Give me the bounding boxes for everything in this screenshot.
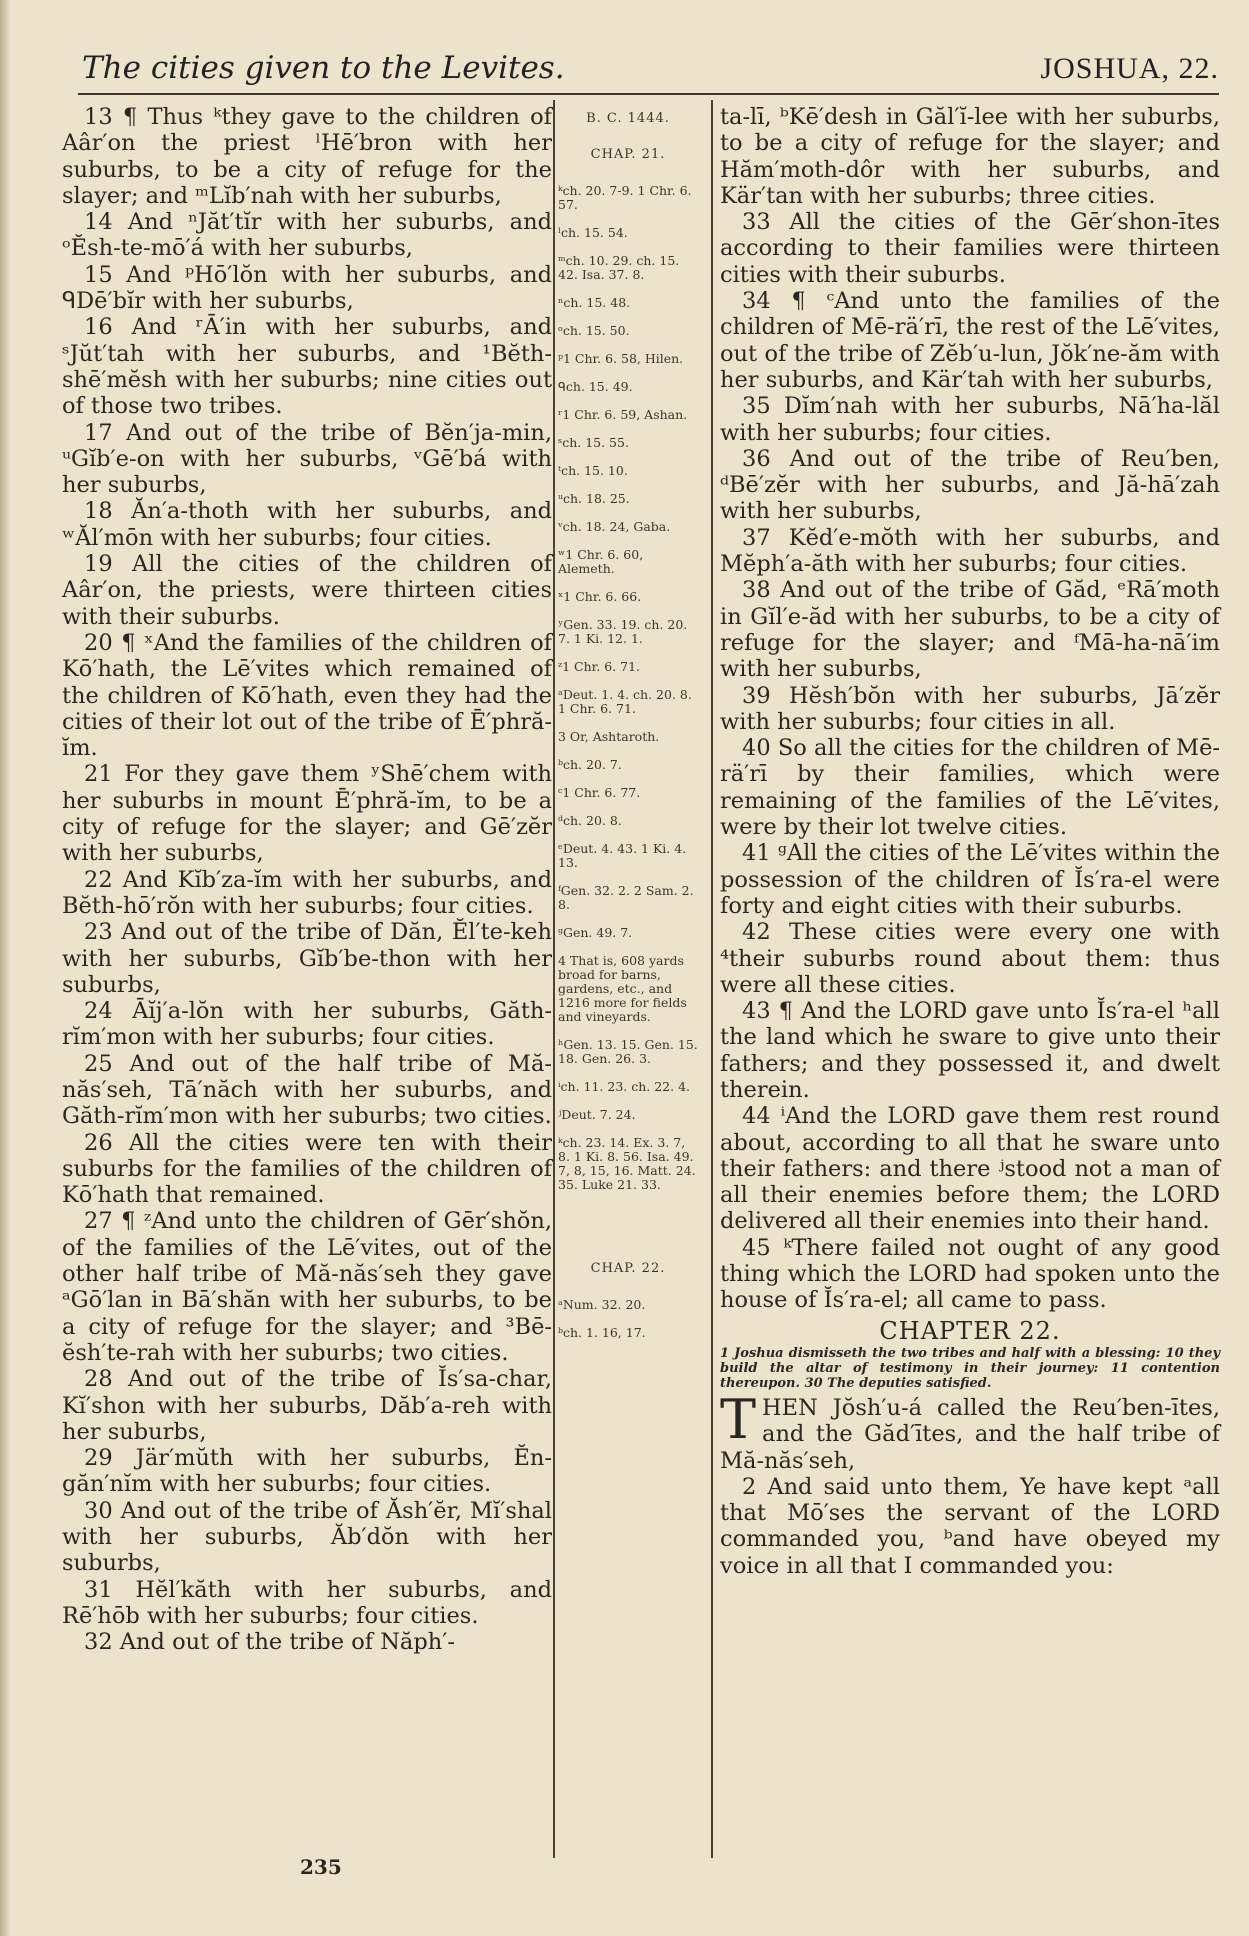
date-label: B. C. 1444. xyxy=(586,111,670,126)
cross-reference: ᶻ1 Chr. 6. 71. xyxy=(558,659,641,674)
chapter-22-label: CHAP. 22. xyxy=(590,1261,666,1276)
chapter-summary: 1 Joshua dismisseth the two tribes and half with a blessing: 10 they build the altar of testimony in their journey: 11 contention thereupon. 30 The deputies satisfied. xyxy=(720,1345,1220,1391)
verse-27: 27 ¶ ᶻAnd unto the children of Gēr′shŏn, of the families of the Lē′vites, out of the other half tribe of Mă-năs′seh they gave ᵃGō′lan in Bā′shăn with her suburbs, to be a city of refuge for the slayer; and ³Bē-ĕsh′te-rah with her suburbs; two cities. xyxy=(62,1208,552,1366)
verse-13: 13 ¶ Thus ᵏthey gave to the children of Aâr′on the priest ˡHē′bron with her suburbs, to be a city of refuge for the slayer; and ᵐLĭb′nah with her suburbs, xyxy=(62,104,552,209)
verse-36: 36 And out of the tribe of Reu′ben, ᵈBē′zĕr with her suburbs, and Jă-hā′zah with her suburbs, xyxy=(720,445,1220,525)
cross-reference: ˢch. 15. 55. xyxy=(558,435,629,450)
cross-reference: ᵖ1 Chr. 6. 58, Hilen. xyxy=(558,351,684,366)
cross-reference: ᵛch. 18. 24, Gaba. xyxy=(558,519,671,534)
verse-45: 45 ᵏThere failed not ought of any good thing which the LORD had spoken unto the house of Ĭs′ra-el; all came to pass. xyxy=(720,1234,1220,1314)
cross-reference: ʳ1 Chr. 6. 59, Ashan. xyxy=(558,407,688,422)
page-number: 235 xyxy=(300,1855,342,1879)
verse-21: 21 For they gave them ʸShē′chem with her suburbs in mount Ē′phră-ĭm, to be a city of refuge for the slayer; and Gē′zĕr with her suburbs, xyxy=(62,761,552,867)
cross-reference: ᵇch. 20. 7. xyxy=(558,757,622,772)
chapter-22-verse-2: 2 And said unto them, Ye have kept ᵃall that Mō′ses the servant of the LORD commanded you, ᵇand have obeyed my voice in all that I commanded you: xyxy=(720,1473,1220,1579)
verse-30: 30 And out of the tribe of Ăsh′ĕr, Mĭ′shal with her suburbs, Ăb′dŏn with her suburbs, xyxy=(62,1497,552,1577)
cross-reference: ʲDeut. 7. 24. xyxy=(558,1107,636,1122)
verse-34: 34 ¶ ᶜAnd unto the families of the children of Mē-rä′rī, the rest of the Lē′vites, out of the tribe of Zĕb′u-lun, Jŏk′ne-ăm with her suburbs, and Kär′tah with her suburbs, xyxy=(720,288,1220,393)
cross-reference: ˡch. 15. 54. xyxy=(558,225,628,240)
cross-reference: ˣ1 Chr. 6. 66. xyxy=(558,589,642,604)
cross-reference: ᵗch. 15. 10. xyxy=(558,463,628,478)
chapter-22-verse-1 xyxy=(720,1387,1220,1474)
verse-22: 22 And Kĭb′za-ĭm with her suburbs, and Bĕth-hō′rŏn with her suburbs; four cities. xyxy=(62,866,552,919)
verse-18: 18 Ăn′a-thoth with her suburbs, and ʷĂl′mōn with her suburbs; four cities. xyxy=(62,498,552,551)
column-divider-left xyxy=(553,100,555,1858)
verse-26: 26 All the cities were ten with their suburbs for the families of the children of Kō′hath that remained. xyxy=(62,1129,552,1209)
verse-32-cont: ta-lī, ᵇKē′desh in Găl′ĭ-lee with her suburbs, to be a city of refuge for the slayer; and Hăm′moth-dôr with her suburbs, and Kär′tan with her suburbs; three cities. xyxy=(720,104,1220,209)
verse-16: 16 And ʳĀ′in with her suburbs, and ˢJŭt′tah with her suburbs, and ¹Bĕth-shē′mĕsh with her suburbs; nine cities out of those two tribes. xyxy=(62,314,552,420)
cross-reference: ⁿch. 15. 48. xyxy=(558,295,631,310)
verse-19: 19 All the cities of the children of Aâr′on, the priests, were thirteen cities with their suburbs. xyxy=(62,551,552,630)
verse-15: 15 And ᵖHō′lŏn with her suburbs, and ᑫDē′bĭr with her suburbs, xyxy=(62,261,552,315)
verse-20: 20 ¶ ˣAnd the families of the children of Kō′hath, the Lē′vites which remained of the children of Kō′hath, even they had the cities of their lot out of the tribe of Ē′phră-ĭm. xyxy=(62,629,552,762)
verse-33: 33 All the cities of the Gēr′shon-ītes according to their families were thirteen cities with their suburbs. xyxy=(720,209,1220,288)
verse-44: 44 ⁱAnd the LORD gave them rest round about, according to all that he sware unto their fathers: and there ʲstood not a man of all their enemies before them; the LORD delivered all their enemies into their hand. xyxy=(720,1103,1220,1235)
verse-23: 23 And out of the tribe of Dăn, Ĕl′te-keh with her suburbs, Gĭb′be-thon with her suburbs, xyxy=(62,919,552,998)
column-divider-right xyxy=(711,100,713,1858)
cross-reference: ʰGen. 13. 15. Gen. 15. 18. Gen. 26. 3. xyxy=(558,1037,698,1066)
chapter-heading: CHAPTER 22. xyxy=(879,1316,1061,1345)
cross-reference: ᵈch. 20. 8. xyxy=(558,813,622,828)
cross-reference: ᵇch. 1. 16, 17. xyxy=(558,1325,646,1340)
drop-cap-letter: T xyxy=(720,1387,757,1451)
cross-reference: ᶜ1 Chr. 6. 77. xyxy=(558,785,641,800)
cross-reference: ᵍGen. 49. 7. xyxy=(558,925,633,940)
verse-29: 29 Jär′mŭth with her suburbs, Ĕn-găn′nĭm with her suburbs; four cities. xyxy=(62,1445,552,1498)
verse-14: 14 And ⁿJăt′tĭr with her suburbs, and ᵒĔsh-te-mō′á with her suburbs, xyxy=(62,209,552,262)
left-text-column xyxy=(62,104,552,1656)
verse-28: 28 And out of the tribe of Ĭs′sa-char, Kĭ′shon with her suburbs, Dăb′a-reh with her suburbs, xyxy=(62,1366,552,1445)
running-header-right: JOSHUA, 22. xyxy=(1040,52,1219,85)
cross-reference: ᶠGen. 32. 2. 2 Sam. 2. 8. xyxy=(558,883,694,912)
verse-1-text: HEN Jŏsh′u-á called the Reu′ben-ītes, and the Găd′ītes, and the half tribe of Mă-năs′seh, xyxy=(720,1394,1220,1474)
verse-35: 35 Dĭm′nah with her suburbs, Nā′ha-lăl with her suburbs; four cities. xyxy=(720,393,1220,446)
cross-reference: ᵒch. 15. 50. xyxy=(558,323,630,338)
verse-31: 31 Hĕl′kăth with her suburbs, and Rē′hōb with her suburbs; four cities. xyxy=(62,1576,552,1629)
verse-43: 43 ¶ And the LORD gave unto Ĭs′ra-el ʰall the land which he sware to give unto their fathers; and they possessed it, and dwelt therein. xyxy=(720,998,1220,1103)
cross-reference: ᵃDeut. 1. 4. ch. 20. 8. 1 Chr. 6. 71. xyxy=(558,687,692,716)
cross-reference: ʸGen. 33. 19. ch. 20. 7. 1 Ki. 12. 1. xyxy=(558,617,688,646)
cross-reference: ᵏch. 23. 14. Ex. 3. 7, 8. 1 Ki. 8. 56. Isa. 49. 7, 8, 15, 16. Matt. 24. 35. Luke 21. 33. xyxy=(558,1135,696,1192)
verse-37: 37 Kĕd′e-mŏth with her suburbs, and Mĕph′a-ăth with her suburbs; four cities. xyxy=(720,524,1220,578)
running-header-left: The cities given to the Levites. xyxy=(82,50,565,86)
cross-reference: 3 Or, Ashtaroth. xyxy=(558,729,660,744)
cross-reference: ᵏch. 20. 7-9. 1 Chr. 6. 57. xyxy=(558,183,692,212)
verse-32: 32 And out of the tribe of Năph′- xyxy=(84,1629,455,1656)
right-text-column xyxy=(720,104,1220,1579)
cross-reference: 4 That is, 608 yards broad for barns, gardens, etc., and 1216 more for fields and vineyards. xyxy=(558,953,687,1024)
cross-reference: ᑫch. 15. 49. xyxy=(558,379,633,394)
cross-reference: ᵘch. 18. 25. xyxy=(558,491,630,506)
verse-40: 40 So all the cities for the children of Mē-rä′rī by their families, which were remaining of the families of the Lē′vites, were by their lot twelve cities. xyxy=(720,735,1220,841)
cross-reference: ᵐch. 10. 29. ch. 15. 42. Isa. 37. 8. xyxy=(558,253,680,282)
page-binding-edge xyxy=(0,0,10,1936)
cross-reference: ᵃNum. 32. 20. xyxy=(558,1297,646,1312)
verse-24: 24 Āĭj′a-lŏn with her suburbs, Găth-rĭm′mon with her suburbs; four cities. xyxy=(62,998,552,1051)
cross-reference: ⁱch. 11. 23. ch. 22. 4. xyxy=(558,1079,690,1094)
header-rule xyxy=(78,93,1219,95)
verse-17: 17 And out of the tribe of Bĕn′ja-min, ᵘGĭb′e-on with her suburbs, ᵛGē′bá with her suburbs, xyxy=(62,419,552,499)
cross-reference: ʷ1 Chr. 6. 60, Alemeth. xyxy=(558,547,644,576)
verse-41: 41 ᵍAll the cities of the Lē′vites within the possession of the children of Ĭs′ra-el were forty and eight cities with their suburbs. xyxy=(720,840,1220,919)
cross-reference-column xyxy=(558,104,698,1354)
verse-39: 39 Hĕsh′bŏn with her suburbs, Jā′zĕr with her suburbs; four cities in all. xyxy=(720,682,1220,735)
cross-reference: ᵉDeut. 4. 43. 1 Ki. 4. 13. xyxy=(558,841,687,870)
verse-25: 25 And out of the half tribe of Mă-năs′seh, Tā′năch with her suburbs, and Găth-rĭm′mon with her suburbs; two cities. xyxy=(62,1050,552,1130)
verse-42: 42 These cities were every one with ⁴their suburbs round about them: thus were all these cities. xyxy=(720,919,1220,998)
chapter-21-label: CHAP. 21. xyxy=(590,147,666,162)
verse-38: 38 And out of the tribe of Găd, ᵉRā′moth in Gĭl′e-ăd with her suburbs, to be a city of refuge for the slayer; and ᶠMā-ha-nā′im with her suburbs, xyxy=(720,577,1220,683)
